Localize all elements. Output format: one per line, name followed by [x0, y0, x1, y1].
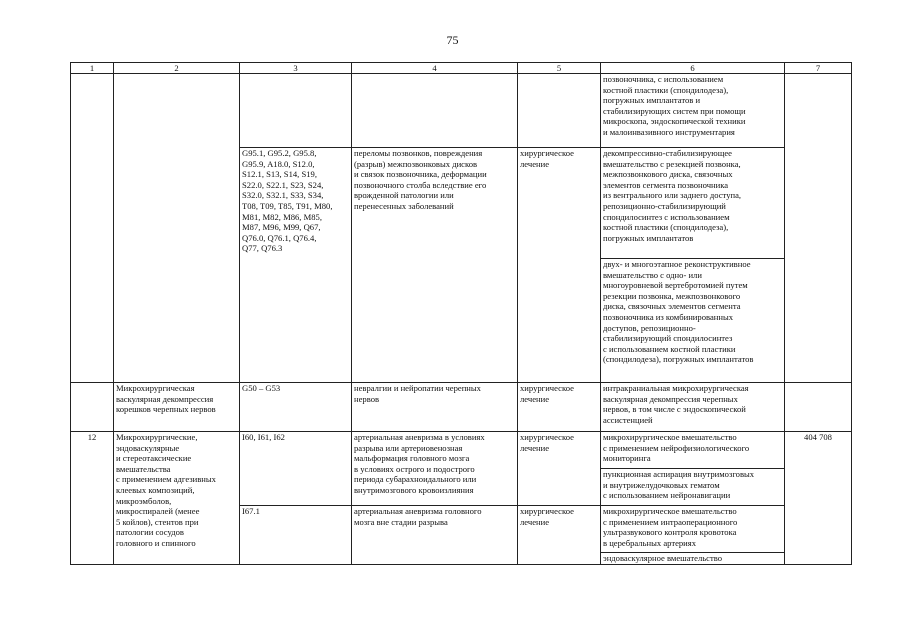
cell-icd-codes — [240, 74, 352, 148]
column-header: 7 — [785, 63, 852, 74]
cell-cost: 404 708 — [785, 432, 852, 565]
cell-cost — [785, 74, 852, 383]
cell-diagnosis: невралгии и нейропатии черепных нервов — [352, 383, 518, 432]
column-header: 1 — [71, 63, 114, 74]
table-row — [71, 432, 852, 469]
cell-method: пункционная аспирация внутримозговых и внутрижелудочковых гематом с использованием нейронавигации — [601, 469, 785, 506]
cell-method: микрохирургическое вмешательство с применением интраоперационного ультразвукового контроля кровотока в церебральных артериях — [601, 506, 785, 553]
cell-icd-codes: I60, I61, I62 — [240, 432, 352, 506]
page-number: 75 — [446, 33, 459, 47]
cell-diagnosis: переломы позвонков, повреждения (разрыв) межпозвонковых дисков и связок позвоночника, деформации позвоночного столба вследствие его врожденной патологии или перенесенных заболеваний — [352, 148, 518, 383]
cell-method: микрохирургическое вмешательство с применением нейрофизиологического мониторинга — [601, 432, 785, 469]
cell-number — [71, 74, 114, 383]
cell-method: интракраниальная микрохирургическая васкулярная декомпрессия черепных нервов, в том числе с эндоскопической ассистенцией — [601, 383, 785, 432]
cell-service-name: Микрохирургическая васкулярная декомпрессия корешков черепных нервов — [114, 383, 240, 432]
cell-diagnosis — [352, 74, 518, 148]
column-header: 3 — [240, 63, 352, 74]
column-number-row — [71, 63, 852, 74]
cell-method: двух- и многоэтапное реконструктивное вмешательство с одно- или многоуровневой вертебротомией путем резекции позвонка, межпозвонкового диска, связочных элементов сегмента позвоночника из комбинированных доступов, репозиционно- стабилизирующий спондилосинтез с использованием костной пластики (спондилодеза), погружных имплантатов — [601, 259, 785, 383]
cell-icd-codes: G95.1, G95.2, G95.8, G95.9, A18.0, S12.0, S12.1, S13, S14, S19, S22.0, S22.1, S23, S24, S32.0, S32.1, S33, S34, T08, T09, T85, T91, M80, M81, M82, M86, M85, M87, M96, M99, Q67, Q76.0, Q76.1, Q76.4, Q77, Q76.3 — [240, 148, 352, 383]
cell-icd-codes: I67.1 — [240, 506, 352, 565]
cell-diagnosis: артериальная аневризма в условиях разрыва или артериовенозная мальформация головного мозга в условиях острого и подострого периода субарахноидального или внутримозгового кровоизлияния — [352, 432, 518, 506]
cell-service-name: Микрохирургические, эндоваскулярные и стереотаксические вмешательства с применением адгезивных клеевых композиций, микроэмболов, микроспиралей (менее 5 койлов), стентов при патологии сосудов головного и спинного — [114, 432, 240, 565]
cell-number: 12 — [71, 432, 114, 565]
cell-method: декомпрессивно-стабилизирующее вмешательство с резекцией позвонка, межпозвонкового диска, связочных элементов сегмента позвоночника из вентрального или заднего доступа, репозиционно-стабилизирующий спондилосинтез с использованием костной пластики (спондилодеза), погружных имплантатов — [601, 148, 785, 259]
cell-method: эндоваскулярное вмешательство — [601, 553, 785, 565]
cell-method: позвоночника, с использованием костной пластики (спондилодеза), погружных имплантатов и стабилизирующих систем при помощи микроскопа, эндоскопической техники и малоинвазивного инструментария — [601, 74, 785, 148]
cell-cost — [785, 383, 852, 432]
column-header: 2 — [114, 63, 240, 74]
cell-treatment-type — [518, 74, 601, 148]
cell-number — [71, 383, 114, 432]
cell-treatment-type: хирургическое лечение — [518, 432, 601, 506]
table-row — [71, 383, 852, 432]
cell-treatment-type: хирургическое лечение — [518, 148, 601, 383]
column-header: 6 — [601, 63, 785, 74]
column-header: 5 — [518, 63, 601, 74]
table-row — [71, 74, 852, 148]
services-table — [70, 62, 852, 565]
column-header: 4 — [352, 63, 518, 74]
cell-icd-codes: G50 – G53 — [240, 383, 352, 432]
cell-service-name — [114, 74, 240, 383]
cell-treatment-type: хирургическое лечение — [518, 506, 601, 565]
cell-diagnosis: артериальная аневризма головного мозга вне стадии разрыва — [352, 506, 518, 565]
cell-treatment-type: хирургическое лечение — [518, 383, 601, 432]
